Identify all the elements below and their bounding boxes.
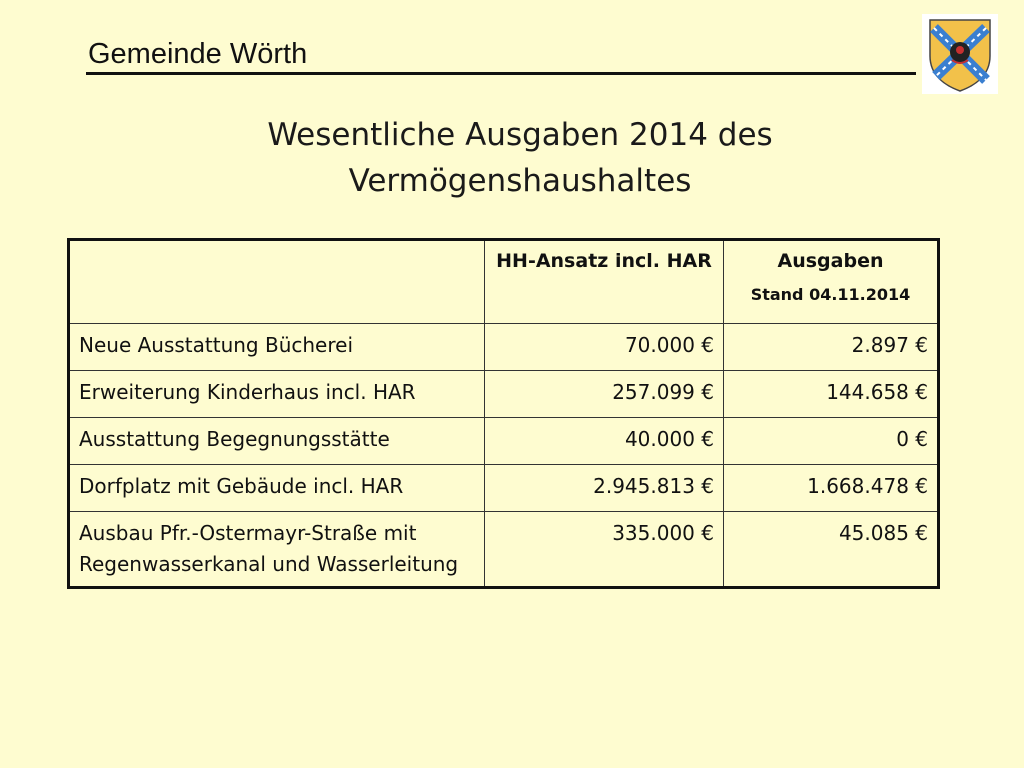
table-header-row [69, 240, 939, 324]
header-spent-label: Ausgaben [777, 250, 884, 272]
row-spent: 45.085 € [724, 512, 939, 588]
header-divider [86, 72, 916, 75]
page-title [150, 112, 890, 204]
title-line-2: Vermögenshaushaltes [348, 163, 692, 199]
row-spent: 0 € [724, 418, 939, 465]
row-spent: 1.668.478 € [724, 465, 939, 512]
row-planned: 2.945.813 € [485, 465, 724, 512]
title-line-1: Wesentliche Ausgaben 2014 des [267, 117, 773, 153]
coat-of-arms-icon [922, 14, 998, 94]
header-spent-date: Stand 04.11.2014 [750, 285, 911, 304]
row-planned: 335.000 € [485, 512, 724, 588]
table-row [69, 324, 939, 371]
row-planned: 40.000 € [485, 418, 724, 465]
expenditure-table [67, 238, 940, 589]
row-label: Neue Ausstattung Bücherei [69, 324, 485, 371]
row-label: Ausbau Pfr.-Ostermayr-Straße mit Regenwasserkanal und Wasserleitung [69, 512, 485, 588]
row-spent: 144.658 € [724, 371, 939, 418]
table-row [69, 371, 939, 418]
row-label: Dorfplatz mit Gebäude incl. HAR [69, 465, 485, 512]
header-cell-planned [485, 240, 724, 324]
row-label: Ausstattung Begegnungsstätte [69, 418, 485, 465]
row-planned: 70.000 € [485, 324, 724, 371]
org-name: Gemeinde Wörth [88, 38, 308, 70]
header-planned-label: HH-Ansatz incl. HAR [496, 250, 712, 272]
row-spent: 2.897 € [724, 324, 939, 371]
table-row [69, 418, 939, 465]
row-planned: 257.099 € [485, 371, 724, 418]
table-row [69, 512, 939, 588]
header-cell-spent [724, 240, 939, 324]
table-row [69, 465, 939, 512]
row-label: Erweiterung Kinderhaus incl. HAR [69, 371, 485, 418]
header-cell-blank [69, 240, 485, 324]
